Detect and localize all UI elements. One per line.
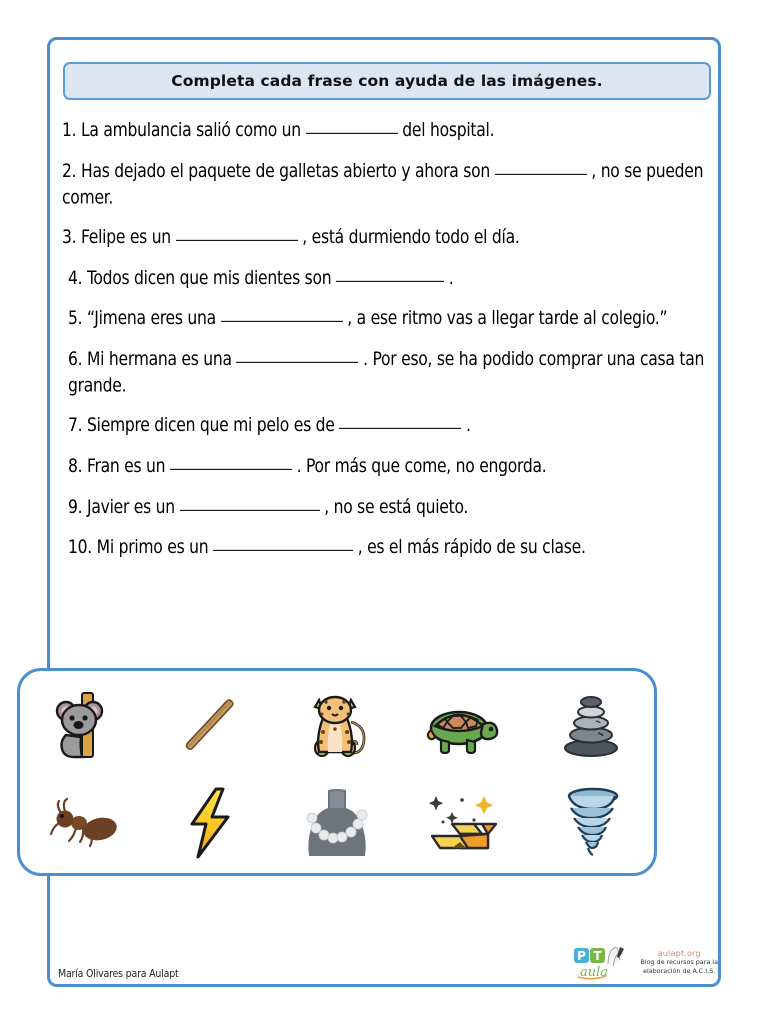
sentence-9-pre: 9. Javier es un [68, 496, 175, 518]
sentence-item-6 [58, 347, 716, 401]
tortoise-icon [425, 696, 503, 754]
sentence-10-post: , es el más rápido de su clase. [357, 537, 586, 559]
sentence-4-post: . [448, 267, 454, 289]
logo-url: aulapt.org [657, 948, 701, 958]
sentence-item-1 [58, 118, 716, 145]
logo-tagline-1: Blog de recursos para la [640, 957, 718, 966]
ant-icon [43, 795, 123, 851]
sentence-8-pre: 8. Fran es un [68, 455, 166, 478]
instruction-banner [63, 62, 711, 100]
pt-aula-logo-icon [572, 944, 634, 980]
picture-cell-ant[interactable] [20, 771, 147, 875]
answer-blank-7[interactable] [339, 428, 461, 429]
sentence-4-pre: 4. Todos dicen que mis dientes son [68, 267, 332, 289]
sentence-item-4 [58, 266, 716, 293]
picture-clue-box [17, 668, 657, 876]
sentence-6-post: . Por eso, se ha podido comprar una casa tan grande. [68, 349, 705, 398]
picture-cell-cheetah[interactable] [274, 673, 401, 777]
answer-blank-8[interactable] [170, 469, 292, 470]
page-footer [58, 944, 718, 980]
sentence-item-2 [58, 159, 716, 213]
sentence-7-post: . [465, 415, 471, 437]
sentence-list [58, 118, 716, 576]
sentence-item-9 [58, 495, 716, 522]
answer-blank-6[interactable] [236, 362, 358, 363]
aulapt-logo[interactable] [572, 944, 718, 980]
stick-icon [177, 689, 243, 761]
author-credit: María Olivares para Aulapt [58, 968, 179, 980]
sentence-8-post: . Por más que come, no engorda. [296, 455, 547, 478]
svg-text:aula: aula [580, 965, 609, 980]
picture-row-top [20, 673, 654, 777]
picture-cell-lightning[interactable] [147, 771, 274, 875]
answer-blank-3[interactable] [176, 240, 298, 241]
picture-cell-tortoise[interactable] [400, 673, 527, 777]
sentence-item-3 [58, 225, 716, 252]
sentence-3-post: , está durmiendo todo el día. [302, 226, 520, 249]
sentence-3-pre: 3. Felipe es un [62, 226, 171, 249]
sentence-item-10 [58, 535, 716, 562]
answer-blank-2[interactable] [495, 174, 587, 175]
lightning-bolt-icon [183, 786, 237, 860]
instruction-text: Completa cada frase con ayuda de las imágenes. [171, 72, 603, 90]
sentence-1-pre: 1. La ambulancia salió como un [62, 120, 301, 142]
stacked-stones-icon [562, 692, 620, 758]
answer-blank-1[interactable] [306, 133, 398, 134]
sentence-5-post: , a ese ritmo vas a llegar tarde al colegio.” [347, 308, 668, 330]
sentence-9-post: , no se está quieto. [324, 496, 469, 518]
sentence-10-pre: 10. Mi primo es un [68, 537, 209, 559]
sentence-1-post: del hospital. [402, 120, 495, 142]
sentence-7-pre: 7. Siempre dicen que mi pelo es de [68, 415, 335, 437]
gold-bars-icon [422, 790, 506, 856]
sentence-item-7 [58, 413, 716, 440]
logo-text-block [640, 949, 718, 975]
picture-cell-stick[interactable] [147, 673, 274, 777]
answer-blank-9[interactable] [180, 509, 320, 510]
picture-cell-stones[interactable] [527, 673, 654, 777]
picture-cell-koala[interactable] [20, 673, 147, 777]
sentence-2-post: , no se pueden comer. [62, 160, 704, 209]
sentence-item-5 [58, 306, 716, 333]
sentence-5-pre: 5. “Jimena eres una [68, 308, 216, 330]
logo-tagline-2: elaboración de A.C.I.S. [643, 966, 716, 975]
answer-blank-5[interactable] [221, 321, 343, 322]
svg-text:P: P [577, 949, 587, 963]
answer-blank-4[interactable] [336, 280, 444, 281]
koala-icon [52, 689, 114, 761]
cheetah-icon [305, 688, 369, 762]
pearl-necklace-icon [300, 788, 374, 858]
picture-cell-necklace[interactable] [274, 771, 401, 875]
sentence-2-pre: 2. Has dejado el paquete de galletas abierto y ahora son [62, 160, 490, 183]
answer-blank-10[interactable] [213, 550, 353, 551]
picture-cell-gold[interactable] [400, 771, 527, 875]
sentence-item-8 [58, 454, 716, 481]
picture-cell-tornado[interactable] [527, 771, 654, 875]
picture-row-bottom [20, 771, 654, 875]
svg-text:T: T [593, 949, 602, 963]
tornado-icon [560, 787, 622, 859]
sentence-6-pre: 6. Mi hermana es una [68, 349, 232, 371]
